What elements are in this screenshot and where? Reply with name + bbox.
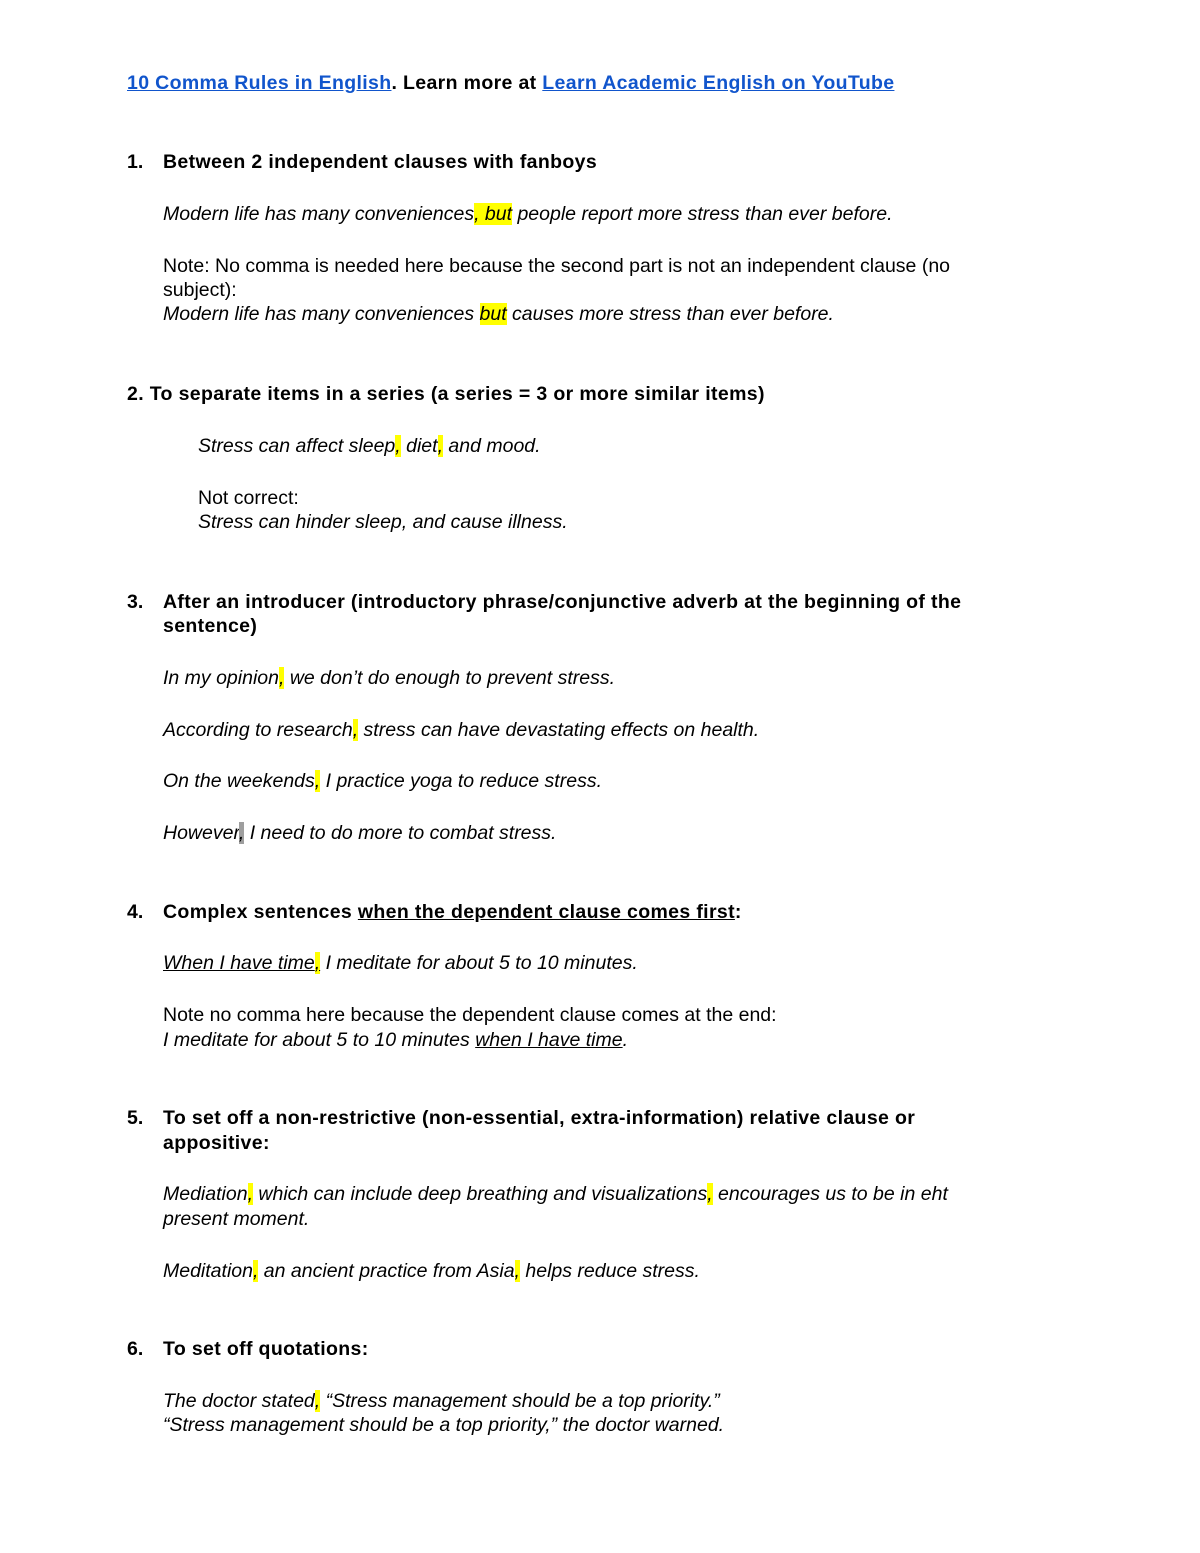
highlight: , (314, 770, 321, 792)
highlight: , (247, 1183, 253, 1205)
highlight: , (278, 667, 285, 689)
highlight: , (352, 719, 359, 741)
highlight: , (514, 1260, 520, 1282)
rule-6-example-1: The doctor stated, “Stress management should be a top priority.” (163, 1390, 720, 1412)
highlight: but (479, 303, 507, 325)
rule-1-title: Between 2 independent clauses with fanboys (163, 151, 598, 173)
highlight: , (314, 1390, 321, 1412)
highlight: , (395, 435, 401, 457)
rule-2-example: Stress can affect sleep, diet, and mood. (198, 435, 541, 457)
rule-3-example-4: However, I need to do more to combat stress. (163, 822, 557, 844)
rule-1-note-line-1: Note: No comma is needed here because the second part is not an independent clause (no (163, 255, 951, 277)
youtube-link[interactable]: Learn Academic English on YouTube (542, 72, 895, 94)
rule-4-note: Note no comma here because the dependent clause comes at the end: (163, 1004, 777, 1026)
rule-3-title-line-2: sentence) (163, 615, 258, 637)
rule-5-example-2: Meditation, an ancient practice from Asia, helps reduce stress. (163, 1260, 700, 1282)
rule-5-title-line-1: To set off a non-restrictive (non-essential, extra-information) relative clause or (163, 1107, 916, 1129)
rule-1-note-line-2: subject): (163, 279, 237, 301)
rule-4-title: Complex sentences when the dependent clause comes first: (163, 901, 742, 923)
highlight: , (314, 952, 321, 974)
rule-6-title: To set off quotations: (163, 1338, 369, 1360)
header-middle-text: . Learn more at (391, 72, 543, 94)
title-link[interactable]: 10 Comma Rules in English (127, 72, 392, 94)
rule-5-example-1-line-2: present moment. (163, 1208, 310, 1230)
highlight-gray: , (238, 822, 245, 844)
rule-3-example-1: In my opinion, we don’t do enough to prevent stress. (163, 667, 616, 689)
rule-2-not-correct-label: Not correct: (198, 487, 299, 509)
rule-3-number: 3. (127, 591, 144, 613)
highlight: , (252, 1260, 259, 1282)
rule-3-example-2: According to research, stress can have devastating effects on health. (163, 719, 760, 741)
rule-5-number: 5. (127, 1107, 144, 1129)
rule-4-example-1: When I have time, I meditate for about 5 to 10 minutes. (163, 952, 638, 974)
rule-1-example-2: Modern life has many conveniences but causes more stress than ever before. (163, 303, 834, 325)
rule-2-incorrect-example: Stress can hinder sleep, and cause illness. (198, 511, 568, 533)
highlight: , (707, 1183, 713, 1205)
rule-1-example-1: Modern life has many conveniences, but people report more stress than ever before. (163, 203, 893, 225)
rule-5-title-line-2: appositive: (163, 1132, 270, 1154)
rule-6-number: 6. (127, 1338, 144, 1360)
rule-2-title: 2. To separate items in a series (a series = 3 or more similar items) (127, 383, 765, 405)
rule-5-example-1-line-1: Mediation, which can include deep breathing and visualizations, encourages us to be in eht (163, 1183, 948, 1205)
header-line (127, 71, 894, 95)
rule-6-example-2: “Stress management should be a top priority,” the doctor warned. (163, 1414, 725, 1436)
rule-3-example-3: On the weekends, I practice yoga to reduce stress. (163, 770, 602, 792)
highlight: , (437, 435, 443, 457)
highlight: , but (474, 203, 513, 225)
rule-1-number: 1. (127, 151, 144, 173)
rule-3-title-line-1: After an introducer (introductory phrase/conjunctive adverb at the beginning of the (163, 591, 962, 613)
rule-4-number: 4. (127, 901, 144, 923)
rule-4-example-2: I meditate for about 5 to 10 minutes when I have time. (163, 1029, 629, 1051)
